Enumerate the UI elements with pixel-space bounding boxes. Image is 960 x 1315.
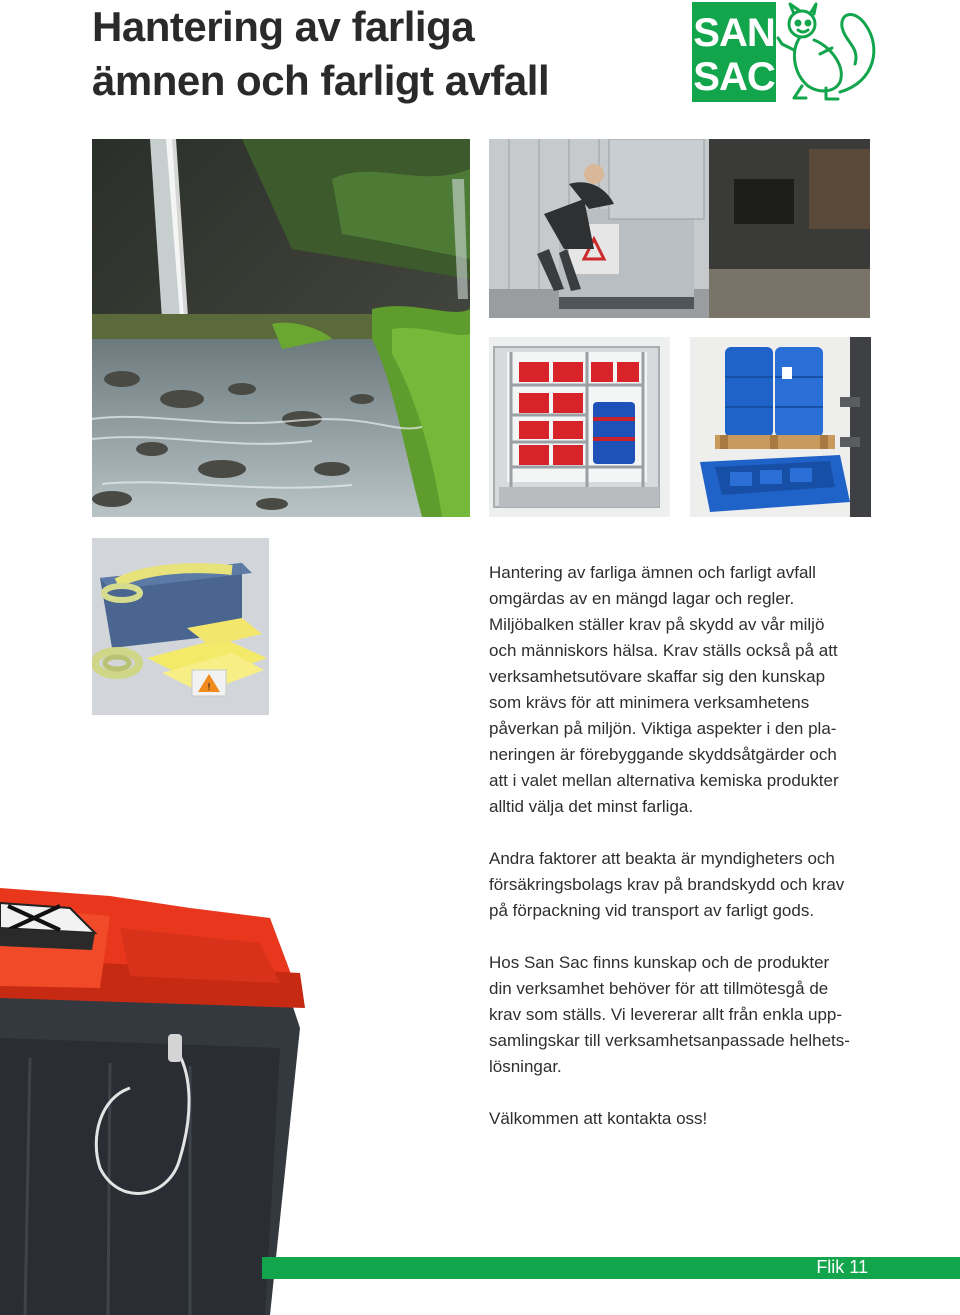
squirrel-mascot-icon	[778, 4, 874, 99]
title-line-2: ämnen och farligt avfall	[92, 57, 550, 104]
title-line-1: Hantering av farliga	[92, 3, 475, 50]
text-line: lösningar.	[489, 1057, 562, 1076]
text-line: som krävs för att minimera verksamhetens	[489, 693, 810, 712]
text-line: på förpackning vid transport av farligt gods.	[489, 901, 815, 920]
page-label: Flik 11	[816, 1257, 868, 1277]
text-line: neringen är förebyggande skyddsåtgärder och	[489, 745, 837, 764]
text-line: att i valet mellan alternativa kemiska produkter	[489, 771, 839, 790]
waste-bin-photo	[0, 888, 310, 1315]
closing-line: Välkommen att kontakta oss!	[489, 1109, 708, 1128]
text-line: försäkringsbolags krav på brandskydd och krav	[489, 875, 845, 894]
text-line: omgärdas av en mängd lagar och regler.	[489, 589, 795, 608]
page-title	[92, 0, 549, 108]
text-line: krav som ställs. Vi levererar allt från enkla upp-	[489, 1005, 843, 1024]
san-sac-logo	[690, 2, 880, 104]
text-line: samlingskar till verksamhetsanpassade helhets-	[489, 1031, 850, 1050]
body-text	[489, 560, 889, 1158]
text-line: påverkan på miljön. Viktiga aspekter i den pla-	[489, 719, 837, 738]
spill-kit-photo	[92, 538, 269, 715]
text-line: Andra faktorer att beakta är myndigheters och	[489, 849, 835, 868]
body-paragraph-3	[489, 950, 889, 1080]
text-line: Miljöbalken ställer krav på skydd av vår miljö	[489, 615, 825, 634]
drum-spill-pallet-photo	[690, 337, 871, 517]
svg-text:!: !	[206, 682, 212, 693]
text-line: verksamhetsutövare skaffar sig den kunskap	[489, 667, 826, 686]
text-line: och människors hälsa. Krav ställs också på att	[489, 641, 838, 660]
storage-container-photo	[489, 139, 870, 318]
waterfall-photo	[92, 139, 470, 517]
body-paragraph-2	[489, 846, 889, 924]
body-paragraph-1	[489, 560, 889, 820]
text-line: Hantering av farliga ämnen och farligt avfall	[489, 563, 816, 582]
text-line: Hos San Sac finns kunskap och de produkter	[489, 953, 830, 972]
logo-text-san: SAN	[693, 11, 775, 55]
chemical-cabinet-photo	[489, 337, 670, 517]
logo-text-sac: SAC	[693, 55, 775, 99]
text-line: alltid välja det minst farliga.	[489, 797, 694, 816]
text-line: din verksamhet behöver för att tillmötesgå de	[489, 979, 829, 998]
